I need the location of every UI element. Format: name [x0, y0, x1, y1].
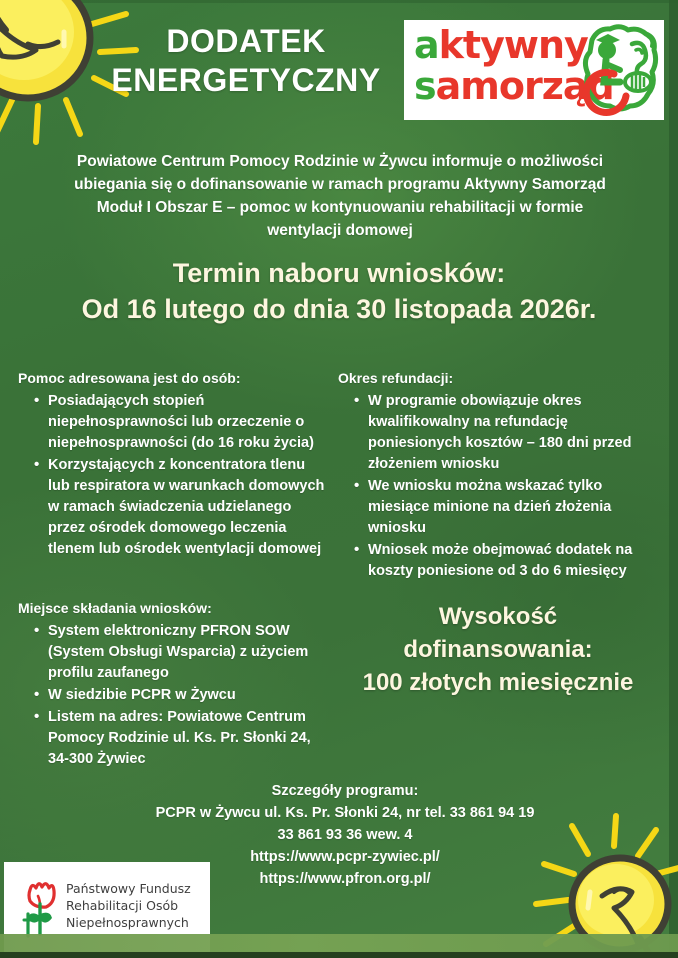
list-item: • We wniosku można wskazać tylko miesiące minione na dzień złożenia wniosku [368, 476, 656, 539]
list-item: • Wniosek może obejmować dodatek na koszty poniesione od 3 do 6 miesięcy [368, 540, 656, 582]
funding-amount-block [338, 600, 658, 699]
submission-section [18, 598, 330, 771]
contact-link-pfron[interactable]: https://www.pfron.org.pl/ [259, 871, 431, 887]
deadline-line-1: Termin naboru wniosków: [172, 258, 506, 288]
refund-period-list [338, 391, 656, 582]
intro-line-3: Moduł I Obszar E – pomoc w kontynuowaniu rehabilitacji w formie [96, 199, 584, 216]
recipients-heading: Pomoc adresowana jest do osób: [18, 370, 241, 386]
logo-text-amorzad: amorząd [435, 64, 614, 108]
contact-link-pcpr[interactable]: https://www.pcpr-zywiec.pl/ [250, 849, 440, 865]
list-item: • System elektroniczny PFRON SOW (System Obsługi Wsparcia) z użyciem profilu zaufanego [48, 621, 330, 684]
bottom-dark-band [0, 952, 678, 958]
pfron-logo-text [66, 880, 206, 931]
amount-line-2: dofinansowania: [403, 636, 593, 663]
submission-heading: Miejsce składania wniosków: [18, 600, 212, 616]
intro-line-2: ubiegania się o dofinansowanie w ramach programu Aktywny Samorząd [74, 176, 606, 193]
deadline-heading [20, 255, 658, 327]
logo-text-ktywny: ktywny [438, 23, 588, 67]
poland-map-accessibility-icon [576, 22, 662, 118]
list-item: • W siedzibie PCPR w Żywcu [48, 685, 330, 706]
recipients-section [18, 368, 330, 561]
recipients-list [18, 391, 330, 560]
list-item: • Listem na adres: Powiatowe Centrum Pomocy Rodzinie ul. Ks. Pr. Słonki 24, 34-300 Żywiec [48, 707, 330, 770]
bottom-light-band [0, 934, 678, 952]
pfron-tulip-icon [18, 874, 66, 938]
contact-address-phone: PCPR w Żywcu ul. Ks. Pr. Słonki 24, nr tel. 33 861 94 19 [155, 805, 535, 821]
header [0, 0, 678, 132]
logo-letter-a: a [414, 23, 439, 67]
title-line-2: ENERGETYCZNY [111, 62, 381, 98]
list-item: • W programie obowiązuje okres kwalifikowalny na refundację poniesionych kosztów – 180 dni przed złożeniem wniosku [368, 391, 656, 475]
list-item: • Korzystających z koncentratora tlenu lub respiratora w warunkach domowych w ramach świadczenia udzielanego przez ośrodek domowego leczenia tlenem lub ośrodek wentylacji domowej [48, 455, 330, 560]
intro-line-1: Powiatowe Centrum Pomocy Rodzinie w Żywcu informuje o możliwości [76, 153, 604, 170]
amount-line-3: 100 złotych miesięcznie [362, 669, 634, 696]
amount-line-1: Wysokość [438, 603, 558, 630]
list-item: • Posiadających stopień niepełnosprawności lub orzeczenie o niepełnosprawności (do 16 roku życia) [48, 391, 330, 454]
pfron-text-line-1: Państwowy Fundusz [66, 881, 191, 896]
page-title [92, 22, 400, 100]
intro-paragraph [40, 150, 640, 242]
pfron-text-line-3: Niepełnosprawnych [66, 915, 189, 930]
deadline-line-2: Od 16 lutego do dnia 30 listopada 2026r. [81, 294, 597, 324]
logo-letter-s: s [414, 64, 436, 108]
contact-phone-ext: 33 861 93 36 wew. 4 [277, 827, 413, 843]
title-line-1: DODATEK [166, 23, 326, 59]
refund-period-heading: Okres refundacji: [338, 370, 454, 386]
aktywny-samorzad-logo [404, 20, 664, 120]
pfron-text-line-2: Rehabilitacji Osób [66, 898, 179, 913]
logo-word-aktywny [414, 23, 588, 67]
contact-heading: Szczegóły programu: [271, 783, 419, 799]
refund-period-section [338, 368, 656, 583]
intro-line-4: wentylacji domowej [267, 222, 413, 239]
submission-list [18, 621, 330, 770]
